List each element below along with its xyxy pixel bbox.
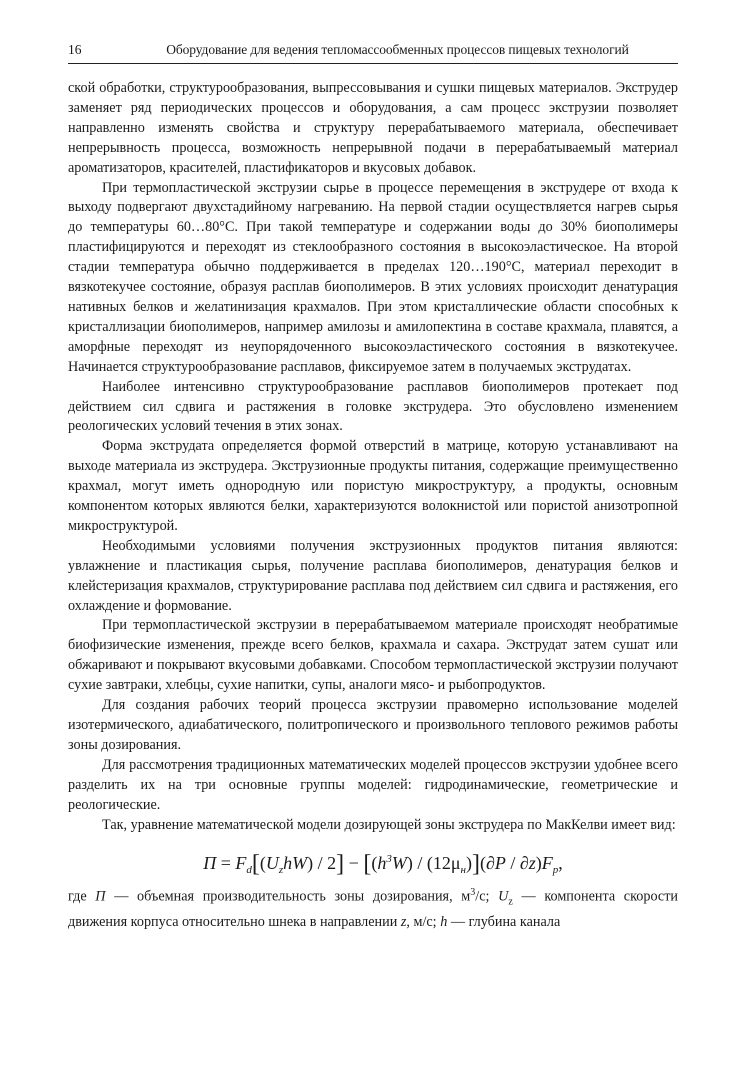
definition-paragraph: где П — объемная производительность зоны дозирования, $м^3/с$; $U_z$ — компонента скорости движения корпуса относительно шнека в направлении z, м/с; h — глубина канала — [68, 887, 678, 930]
paragraph: Так, уравнение математической модели дозирующей зоны экструдера по МакКелви имеет вид: — [102, 816, 676, 833]
paragraph: При термопластической экструзии в перерабатываемом материале происходят необратимые биофизические изменения, прежде всего белков, крахмала и сахара. Экструдат затем сушат или обжаривают и покрывают вкусовыми добавками. Способом термопластической экструзии получают сухие завтраки, хлебцы, сухие напитки, супы, аналоги мясо- и рыбопродуктов. — [68, 617, 678, 694]
paragraph: ской обработки, структурообразования, выпрессовывания и сушки пищевых материалов. Экструдер заменяет ряд периодических процессов и оборудования, а сам процесс экструзии позволяет направленно изменять свойства и структуру перерабатываемого материала, обеспечивает непрерывность процесса, возможность непрерывной подачи в перерабатываемый материал ароматизаторов, красителей, пластификаторов и вкусовых добавок. — [68, 80, 678, 176]
page-body — [68, 79, 678, 933]
paragraph: Для создания рабочих теорий процесса экструзии правомерно использование моделей изотермического, адиабатического, политропического и произвольного теплового режимов работы зоны дозирования. — [68, 697, 678, 753]
paragraph: Наиболее интенсивно структурообразование расплавов биополимеров протекает под действием сил сдвига и растяжения в головке экструдера. Это обусловлено изменением реологических условий течения в этих зонах. — [68, 378, 678, 435]
paragraph: При термопластической экструзии сырье в процессе перемещения в экструдере от входа к выходу подвергают двухстадийному нагреванию. На первой стадии осуществляется нагрев сырья до температуры 60…80°С. При такой температуре и содержании воды до 30% биополимеры пластифицируются и переходят из стеклообразного состояния в высокоэластическое. На второй стадии температура обычно поддерживается в пределах 120…190°С, материал переходит в вязкотекучее состояние, образуя расплав биополимеров. В этих условиях происходит денатурация нативных белков и желатинизация крахмалов. При этом кристаллические области способных к кристаллизации биополимеров, например амилозы и амилопектина в составе крахмала, плавятся, а аморфные переходят из неупорядоченного высокоэластического состояния в вязкотекучее. Начинается структурообразование расплавов, фиксируемое затем в получаемых экструдатах. — [68, 179, 678, 375]
mckelvey-formula: $П = F_d[(U_zhW) / 2] - [(h^3W) / (12\mu_н)](\partial P / \partial z)F_p$, — [203, 851, 563, 878]
paragraph: Для рассмотрения традиционных математических моделей процессов экструзии удобнее всего разделить их на три основные группы моделей: гидродинамические, геометрические и реологические. — [68, 756, 678, 813]
paragraph: Необходимыми условиями получения экструзионных продуктов питания являются: увлажнение и пластикация сырья, получение расплава биополимеров, денатурация белков и клейстеризация крахмалов, структурирование расплава под действием сил сдвига и растяжения, его охлаждение и формование. — [68, 537, 678, 614]
page-number: 16 — [68, 42, 82, 57]
paragraph: Форма экструдата определяется формой отверстий в матрице, которую устанавливают на выходе материала из экструдера. Экструзионные продукты питания, содержащие преимущественно крахмал, могут иметь однородную или пористую микроструктуру, а продукты, основным компонентом которых являются белки, характеризуются волокнистой или пористой анизотропной микроструктурой. — [68, 438, 678, 534]
page-header — [68, 40, 678, 64]
header-rule — [68, 63, 678, 64]
running-title: Оборудование для ведения тепломассообменных процессов пищевых технологий — [166, 42, 629, 57]
